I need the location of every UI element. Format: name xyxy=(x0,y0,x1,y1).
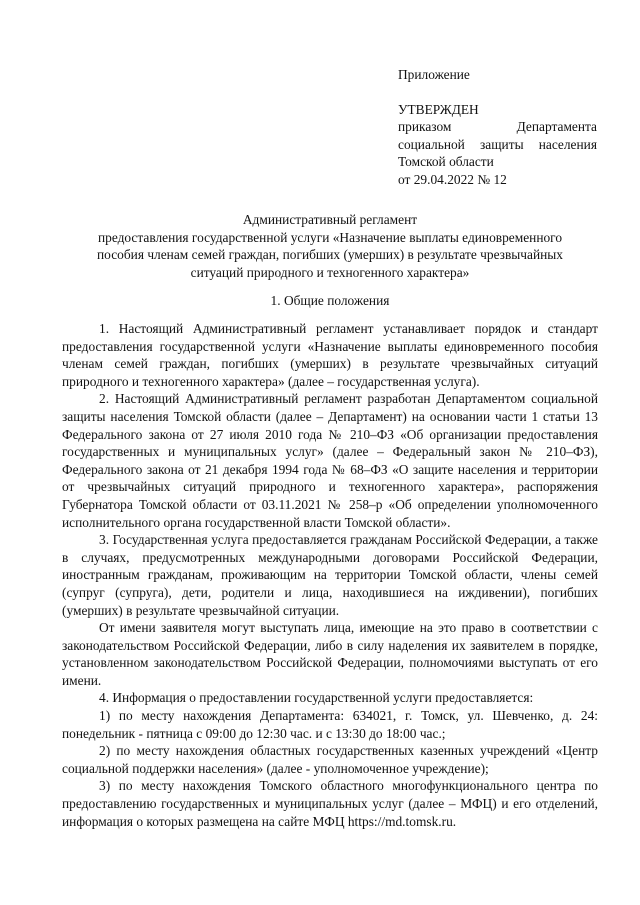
paragraph-4: От имени заявителя могут выступать лица, имеющие на это право в соответствии с законодательством Российской Федерации, либо в силу наделения их заявителем в порядке, установленном законодательством Российской Федерации, полномочиями выступать от его имени. xyxy=(62,620,598,688)
document-title xyxy=(62,211,598,281)
approval-stamp-block xyxy=(398,66,597,189)
order-date: от 29.04.2022 № 12 xyxy=(398,171,507,187)
paragraph-1: 1. Настоящий Административный регламент устанавливает порядок и стандарт предоставления государственной услуги «Назначение выплаты единовременного пособия членам семей граждан, погибших (умерших) в результате чрезвычайных ситуаций природного и техногенного характера» (далее – государственная услуга). xyxy=(62,321,598,389)
order-line-3: Томской области xyxy=(398,154,494,170)
section-heading: 1. Общие положения xyxy=(270,293,390,308)
document-body xyxy=(62,320,598,830)
order-line-2: социальной защиты населения xyxy=(398,136,597,152)
paragraph-7: 2) по месту нахождения областных государственных казенных учреждений «Центр социальной поддержки населения» (далее - уполномоченное учреждение); xyxy=(62,743,598,776)
title-line-4: ситуаций природного и техногенного характера» xyxy=(190,264,470,280)
approved-label: УТВЕРЖДЕН xyxy=(398,101,479,117)
title-line-3: пособия членам семей граждан, погибших (умерших) в результате чрезвычайных xyxy=(97,247,563,263)
title-line-2: предоставления государственной услуги «Назначение выплаты единовременного xyxy=(97,229,563,245)
paragraph-5: 4. Информация о предоставлении государственной услуги предоставляется: xyxy=(99,690,534,706)
paragraph-6: 1) по месту нахождения Департамента: 634021, г. Томск, ул. Шевченко, д. 24: понедельник - пятница с 09:00 до 12:30 час. и с 13:30 до 18:00 час.; xyxy=(62,708,598,741)
spacer xyxy=(398,84,597,101)
paragraph-3: 3. Государственная услуга предоставляется гражданам Российской Федерации, а также в случаях, предусмотренных международными договорами Российской Федерации, иностранным гражданам, проживающим на территории Томской области, члены семей (супруг (супруга), дети, родители и лица, находившиеся на иждивении), погибших (умерших) в результате чрезвычайной ситуации. xyxy=(62,532,598,618)
paragraph-2: 2. Настоящий Административный регламент разработан Департаментом социальной защиты населения Томской области (далее – Департамент) на основании части 1 статьи 13 Федерального закона от 27 июля 2010 года № 210–ФЗ «Об организации предоставления государственных и муниципальных услуг» (далее – Федеральный закон № 210–ФЗ), Федерального закона от 21 декабря 1994 года № 68–ФЗ «О защите населения и территории от чрезвычайных ситуаций природного и техногенного характера», распоряжения Губернатора Томской области от 03.11.2021 № 258–р «Об определении уполномоченного исполнительного органа государственной власти Томской области». xyxy=(62,391,598,530)
appendix-label: Приложение xyxy=(398,67,470,82)
title-line-1: Административный регламент xyxy=(242,212,418,227)
order-line-1: приказом Департамента xyxy=(398,119,597,135)
paragraph-8: 3) по месту нахождения Томского областного многофункционального центра по предоставлению государственных и муниципальных услуг (далее – МФЦ) и его отделений, информация о которых размещена на сайте МФЦ https://md.tomsk.ru. xyxy=(62,778,598,829)
